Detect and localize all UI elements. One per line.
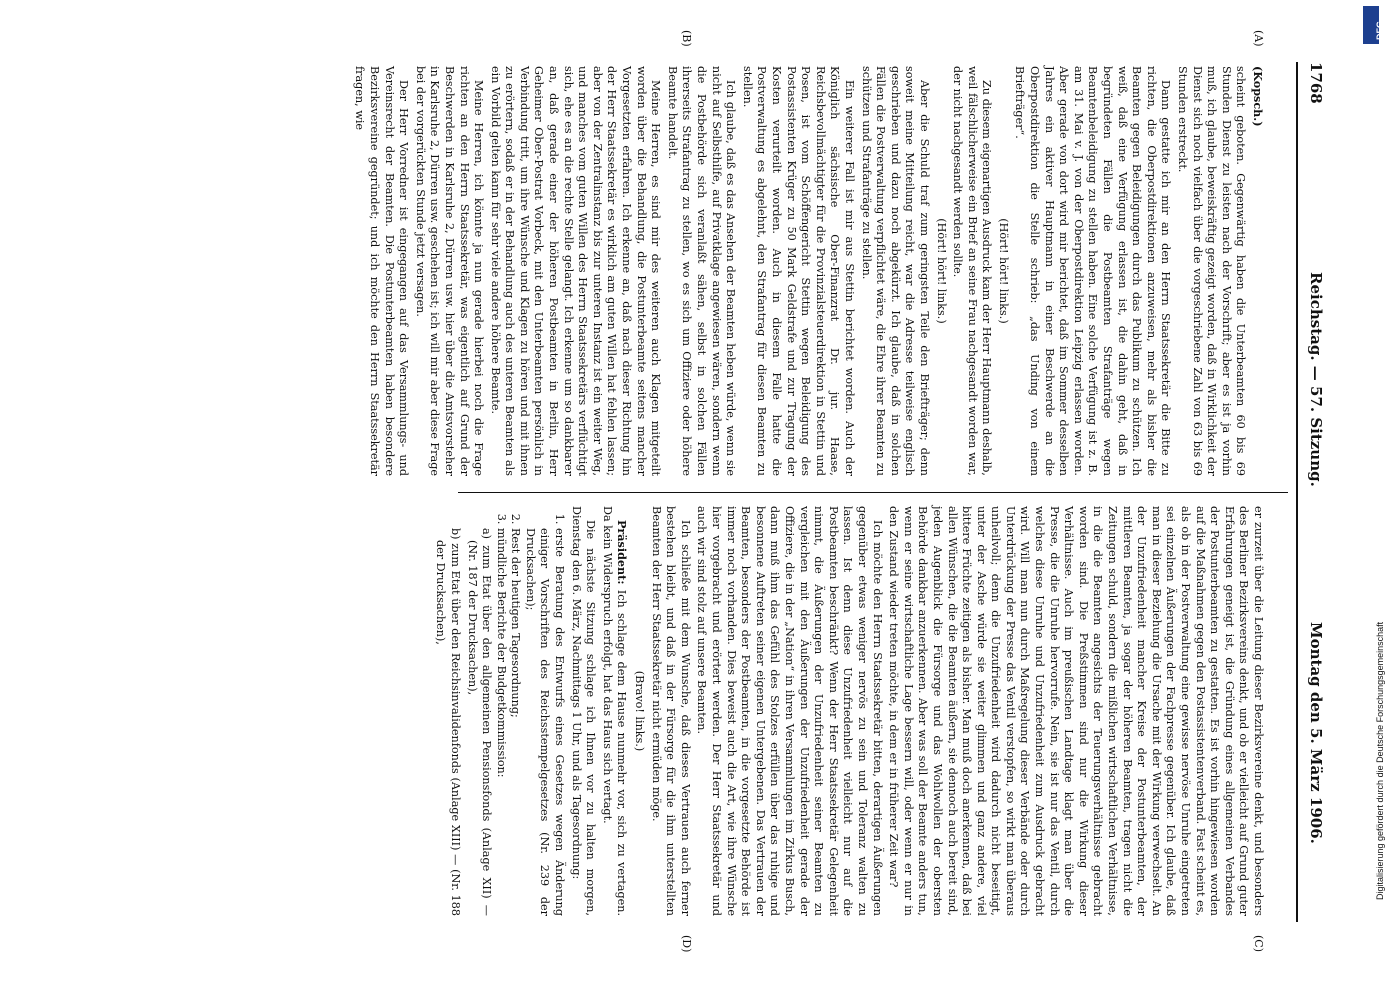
paragraph: Zu diesem eigenartigen Ausdruck kam der Herr Hauptmann deshalb, weil fälschlicherweise ein Brief an seine Frau nachgesandt worden war, der nicht nachgesandt werden sollte.	[951, 66, 994, 476]
digitization-text: Digitalisierung gefördert durch die Deutsche Forschungsgemeinschaft	[1375, 621, 1385, 900]
paragraph: Dann gestatte ich mir an den Herrn Staatssekretär die Bitte zu richten, die Oberpostdirektionen anzuweisen, mehr als bisher die Beamten gegen Beleidigungen durch das Publikum zu schützen. Ich weiß, daß eine Verfügung erlassen ist, die dahin geht, daß in begründeten Fällen die Postbeamten Strafanträge wegen Beamtenbeleidigung zu stellen haben. Eine solche Verfügung ist z. B. am 31. Mai v. J. von der Oberpostdirektion Leipzig erlassen worden. Aber gerade von dort wird mir berichtet, daß im Sommer desselben Jahres ein aktiver Hauptmann in einer Beschwerde an die Oberpostdirektion die Stelle schrieb: „das Unding von einem Briefträger“.	[1013, 66, 1173, 476]
margin-marker-d: (D)	[680, 935, 693, 953]
margin-marker-b: (B)	[680, 30, 693, 47]
paragraph: Der Herr Vorredner ist eingegangen auf das Versammlungs- und Vereinsrecht der Beamten. Die Postunterbeamten haben besondere Bezirksvereine gegründet; und ich möchte den Herrn Staatssekretär fragen, wie	[353, 66, 411, 476]
interjection: (Hört! hört! links.)	[934, 218, 948, 324]
speaker-label: (Kopsch.)	[1251, 66, 1265, 127]
dfg-logo-text: DFG	[1375, 21, 1385, 40]
interjection: (Hört! hört! links.)	[996, 218, 1010, 324]
column-separator	[458, 492, 1288, 493]
president-paragraph	[599, 506, 629, 916]
paragraph: scheint geboten. Gegenwärtig haben die Unterbeamten 60 bis 69 Stunden Dienst zu leisten nach der Vorschrift; aber es ist ja vorhin muß, ich glaube, beweiskräftig gezeigt worden, daß in Wirklichkeit der Dienst sich noch vielfach über die vorgeschriebene Zahl von 63 bis 69 Stunden erstreckt.	[1176, 66, 1248, 476]
paragraph: Ich glaube, daß es das Ansehen der Beamten heben würde, wenn sie nicht auf Selbsthilfe, auf Privatklage angewiesen wären, sondern wenn die Postbehörde sich veranlaßt sähen, selbst in solchen Fällen ihrerseits Strafantrag zu stellen, wo es sich um Offiziere oder höhere Beamte handelt.	[665, 66, 738, 476]
agenda-subitem: a) zum Etat über den allgemeinen Pensionsfonds (Anlage XII) — (Nr. 187 der Drucksachen),	[465, 528, 494, 916]
margin-marker-c: (C)	[1252, 935, 1265, 952]
header-right-title: Montag den 5. März 1906.	[1307, 622, 1325, 844]
agenda-item: 1. erste Beratung des Entwurfs eines Gesetzes wegen Änderung einiger Vorschriften des Reichsstempelgesetzes (Nr. 239 der Drucksachen);	[522, 528, 566, 916]
header-left-title: Reichstag. — 57. Sitzung.	[1307, 272, 1325, 487]
running-header	[1301, 62, 1325, 922]
agenda-item: 3. mündliche Berichte der Budgetkommission:	[493, 528, 508, 916]
header-rule	[1296, 62, 1298, 922]
paragraph: Meine Herren, ich könnte ja nun gerade hierbei noch die Frage richten an den Herrn Staatssekretär, was eigentlich auf Grund der Beschwerden in Karlsruhe 2, Dürren usw. hier über die Amtsvorsteher in Karlsruhe 2, Dürren usw. geschehen ist; ich will mir aber diese Frage bei der vorgerückten Stunde jetzt versagen.	[413, 66, 486, 476]
left-column	[350, 66, 1265, 476]
interjection: (Bravo! links.)	[633, 670, 647, 752]
paragraph: Meine Herren, es sind mir des weiteren auch Klagen mitgeteilt worden über die Behandlung, die Postunterbeamte seitens mancher Vorgesetzten erfahren. Ich erkenne an, daß nach dieser Richtung hin der Herr Staatssekretär es wirklich am guten Willen hat fehlen lassen; aber von der Zentralinstanz bis zur unteren Instanz ist ein weiter Weg, und manches vom guten Willen des Herrn Staatssekretärs verflüchtigt sich, ehe es an die rechte Stelle gelangt. Ich erkenne um so dankbarer an, daß gerade einer der höheren Postbeamten in Berlin, Herr Geheimer Ober-Postrat Vorbeck, mit den Unterbeamten persönlich in Verbindung tritt, um ihre Wünsche und Klagen zu hören und mit ihnen zu erörtern, sodaß er in der Behandlung auch des unteren Beamten als ein Vorbild gelten kann für sehr viele andere höhere Beamte.	[488, 66, 663, 476]
paragraph: er zurzeit über die Leitung dieser Bezirksvereine denkt, und besonders des Berliner Bezirksvereins denkt, und ob er vielleicht auf Grund guter Erfahrungen geneigt ist, die Gründung eines allgemeinen Verbandes der Postunterbeamten zu gestatten. Es ist vorhin hingewiesen worden auf die Maßnahmen gegen den Postassistentenverband. Fast scheint es, als ob in der Postverwaltung eine gewisse nervöse Unruhe eingetreten sei einzelnen Äußerungen der Fachpresse gegenüber. Ich glaube, daß man in dieser Beziehung die Ursache mit der Wirkung verwechselt. An der Unzufriedenheit mancher Kreise der Postunterbeamten, der mittleren Beamten, ja sogar der höheren Beamten, tragen nicht die Zeitungen schuld, sondern die mißlichen wirtschaftlichen Verhältnisse, in die die Beamten angesichts der Teuerungsverhältnisse gebracht worden sind. Die Preßstimmen sind nur die Wirkung dieser Verhältnisse. Auch im preußischen Landtage klagt man über die Presse, die die Unruhe hervorrufe. Nein, sie ist nur das Ventil, durch welches diese Unruhe und Unzufriedenheit zum Ausdruck gebracht wird. Will man nun durch Maßregelung dieser Verbände oder durch Unterdrückung der Presse das Ventil verstopfen, so wirkt man überaus unheilvoll; denn die Unzufriedenheit wird dadurch nicht beseitigt, unter der Asche würde sie weiter glimmen und ganz andere, viel bittere Früchte zeitigen als bisher. Man muß doch anerkennen, daß bei allen Wünschen, die die Beamten äußern, sie dennoch auch bereit sind, jeden Augenblick die Fürsorge und das Wohlwollen der obersten Behörde dankbar anzuerkennen. Aber was soll der Beamte anders tun, wenn er seine wirtschaftliche Lage bessern will, oder wenn er nur in den Zustand wieder treten möchte, in dem er in früherer Zeit war?	[887, 506, 1265, 916]
paragraph: Die nächste Sitzung schlage ich Ihnen vor zu halten morgen, Dienstag den 6. März, Nachmittags 1 Uhr, und als Tagesordnung:	[569, 506, 598, 916]
paragraph: Aber die Schuld traf zum geringsten Teile den Briefträger; denn soweit meine Mitteilung reicht, war die Adresse teilweise englisch geschrieben und dazu noch abgekürzt. Ich glaube, daß in solchen Fällen die Postverwaltung verpflichtet wäre, die Ehre ihrer Beamten zu schützen und Strafanträge zu stellen.	[859, 66, 931, 476]
agenda-item: 2. Rest der heutigen Tagesordnung;	[508, 528, 523, 916]
margin-marker-a: (A)	[1252, 30, 1265, 47]
agenda-list	[493, 506, 566, 916]
agenda-subitem: b) zum Etat über den Reichsinvalidenfonds (Anlage XIII) — (Nr. 188 der Drucksachen),	[434, 528, 462, 916]
paragraph: Ich schließe mit dem Wunsche, daß dieses Vertrauen auch ferner bestehen bleibt, und daß in der Fürsorge für die ihm unterstellten Beamten der Herr Staatssekretär nicht ermüden möge.	[649, 506, 692, 916]
right-column	[431, 506, 1265, 916]
president-label: Präsident:	[615, 520, 630, 585]
paragraph: Ein weiterer Fall ist mir aus Stettin berichtet worden. Auch der Königlich sächsische Ober-Finanzrat Dr. jur. Haase, Reichsbevollmächtigter für die Provinzialsteuerdirektion in Stettin und Posen, ist vom Schöffengericht Stettin wegen Beleidigung des Postassistenten Krüger zu 50 Mark Geldstrafe und zur Tragung der Kosten verurteilt worden. Auch in diesem Falle hatte die Postverwaltung es abgelehnt, den Strafantrag für diesen Beamten zu stellen.	[740, 66, 856, 476]
paragraph: Ich möchte den Herrn Staatssekretär bitten, derartigen Äußerungen gegenüber etwas weniger nervös zu sein und Toleranz walten zu lassen. Ist denn diese Unzufriedenheit vielleicht nur auf die Postbeamten beschränkt? Wenn der Herr Staatssekretär Gelegenheit nimmt, die Äußerungen der Unzufriedenheit seiner Beamten zu vergleichen mit den Äußerungen der Unzufriedenheit gerade der Offiziere, die in der „Nation“ in ihren Versammlungen im Zirkus Busch, dann muß ihm das Gefühl des Stolzes erfüllen über das ruhige und besonnene Auftreten seiner eigenen Untergebenen. Das Vertrauen der Beamten, besonders der Postbeamten, in die vorgesetzte Behörde ist immer noch vorhanden. Dies beweist auch die Art, wie ihre Wünsche hier vorgebracht und erörtert werden. Der Herr Staatssekretär und auch wir sind stolz auf unsere Beamten.	[695, 506, 884, 916]
page-number: 1768	[1307, 62, 1325, 104]
president-text: Ich schlage dem Hause nunmehr vor, sich zu vertagen. Da kein Widerspruch erfolgt, hat das Haus sich vertagt.	[600, 506, 629, 917]
